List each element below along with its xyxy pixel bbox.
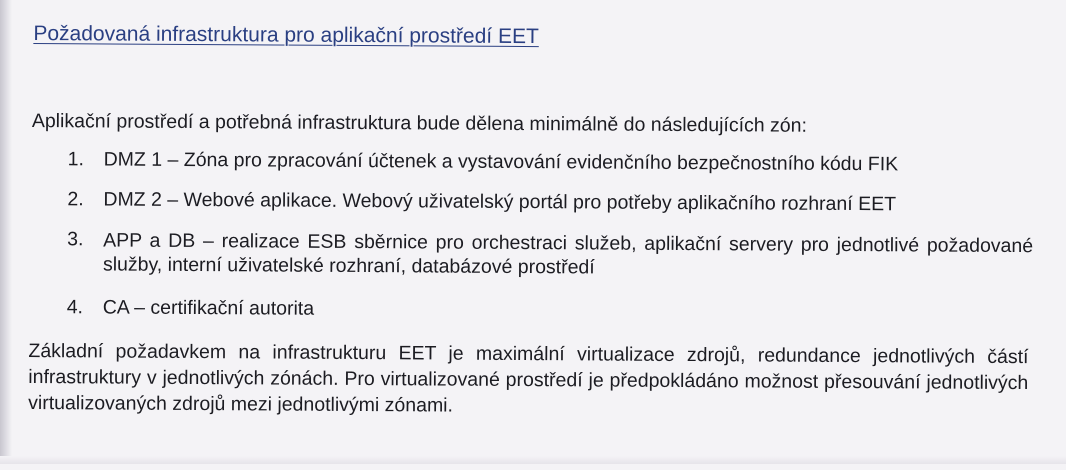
list-item (67, 296, 314, 321)
list-item-text: DMZ 1 – Zóna pro zpracování účtenek a vystavování evidenčního bezpečnostního kódu FIK (103, 148, 899, 176)
list-item-number: 3. (67, 228, 84, 251)
list-item (67, 228, 1033, 282)
list-item (67, 188, 896, 216)
list-item-text: DMZ 2 – Webové aplikace. Webový uživatelský portál pro potřeby aplikačního rozhraní EET (103, 188, 897, 216)
intro-text: Aplikační prostředí a potřebná infrastruktura bude dělena minimálně do následujících zón: (31, 110, 807, 137)
list-item-number: 1. (67, 148, 84, 171)
list-item-number: 2. (67, 188, 84, 211)
page-bottom-fade (0, 456, 1066, 464)
list-item-text: APP a DB – realizace ESB sběrnice pro orchestraci služeb, aplikační servery pro jednotlivé požadované služby, interní uživatelské rozhraní, databázové prostředí (102, 229, 1034, 279)
section-heading: Požadovaná infrastruktura pro aplikační prostředí EET (33, 22, 539, 49)
list-item-number: 4. (66, 296, 84, 319)
list-item (68, 148, 899, 176)
list-item-text: CA – certifikační autorita (102, 296, 315, 320)
body-paragraph: Základní požadavkem na infrastrukturu EET je maximální virtualizace zdrojů, redundance jednotlivých částí infrastruktury v jednotlivých zónách. Pro virtualizované prostředí je předpokládáno možnost přesouvání jednotlivých virtualizovaných zdrojů mezi jednotlivými zónami. (28, 339, 1029, 417)
